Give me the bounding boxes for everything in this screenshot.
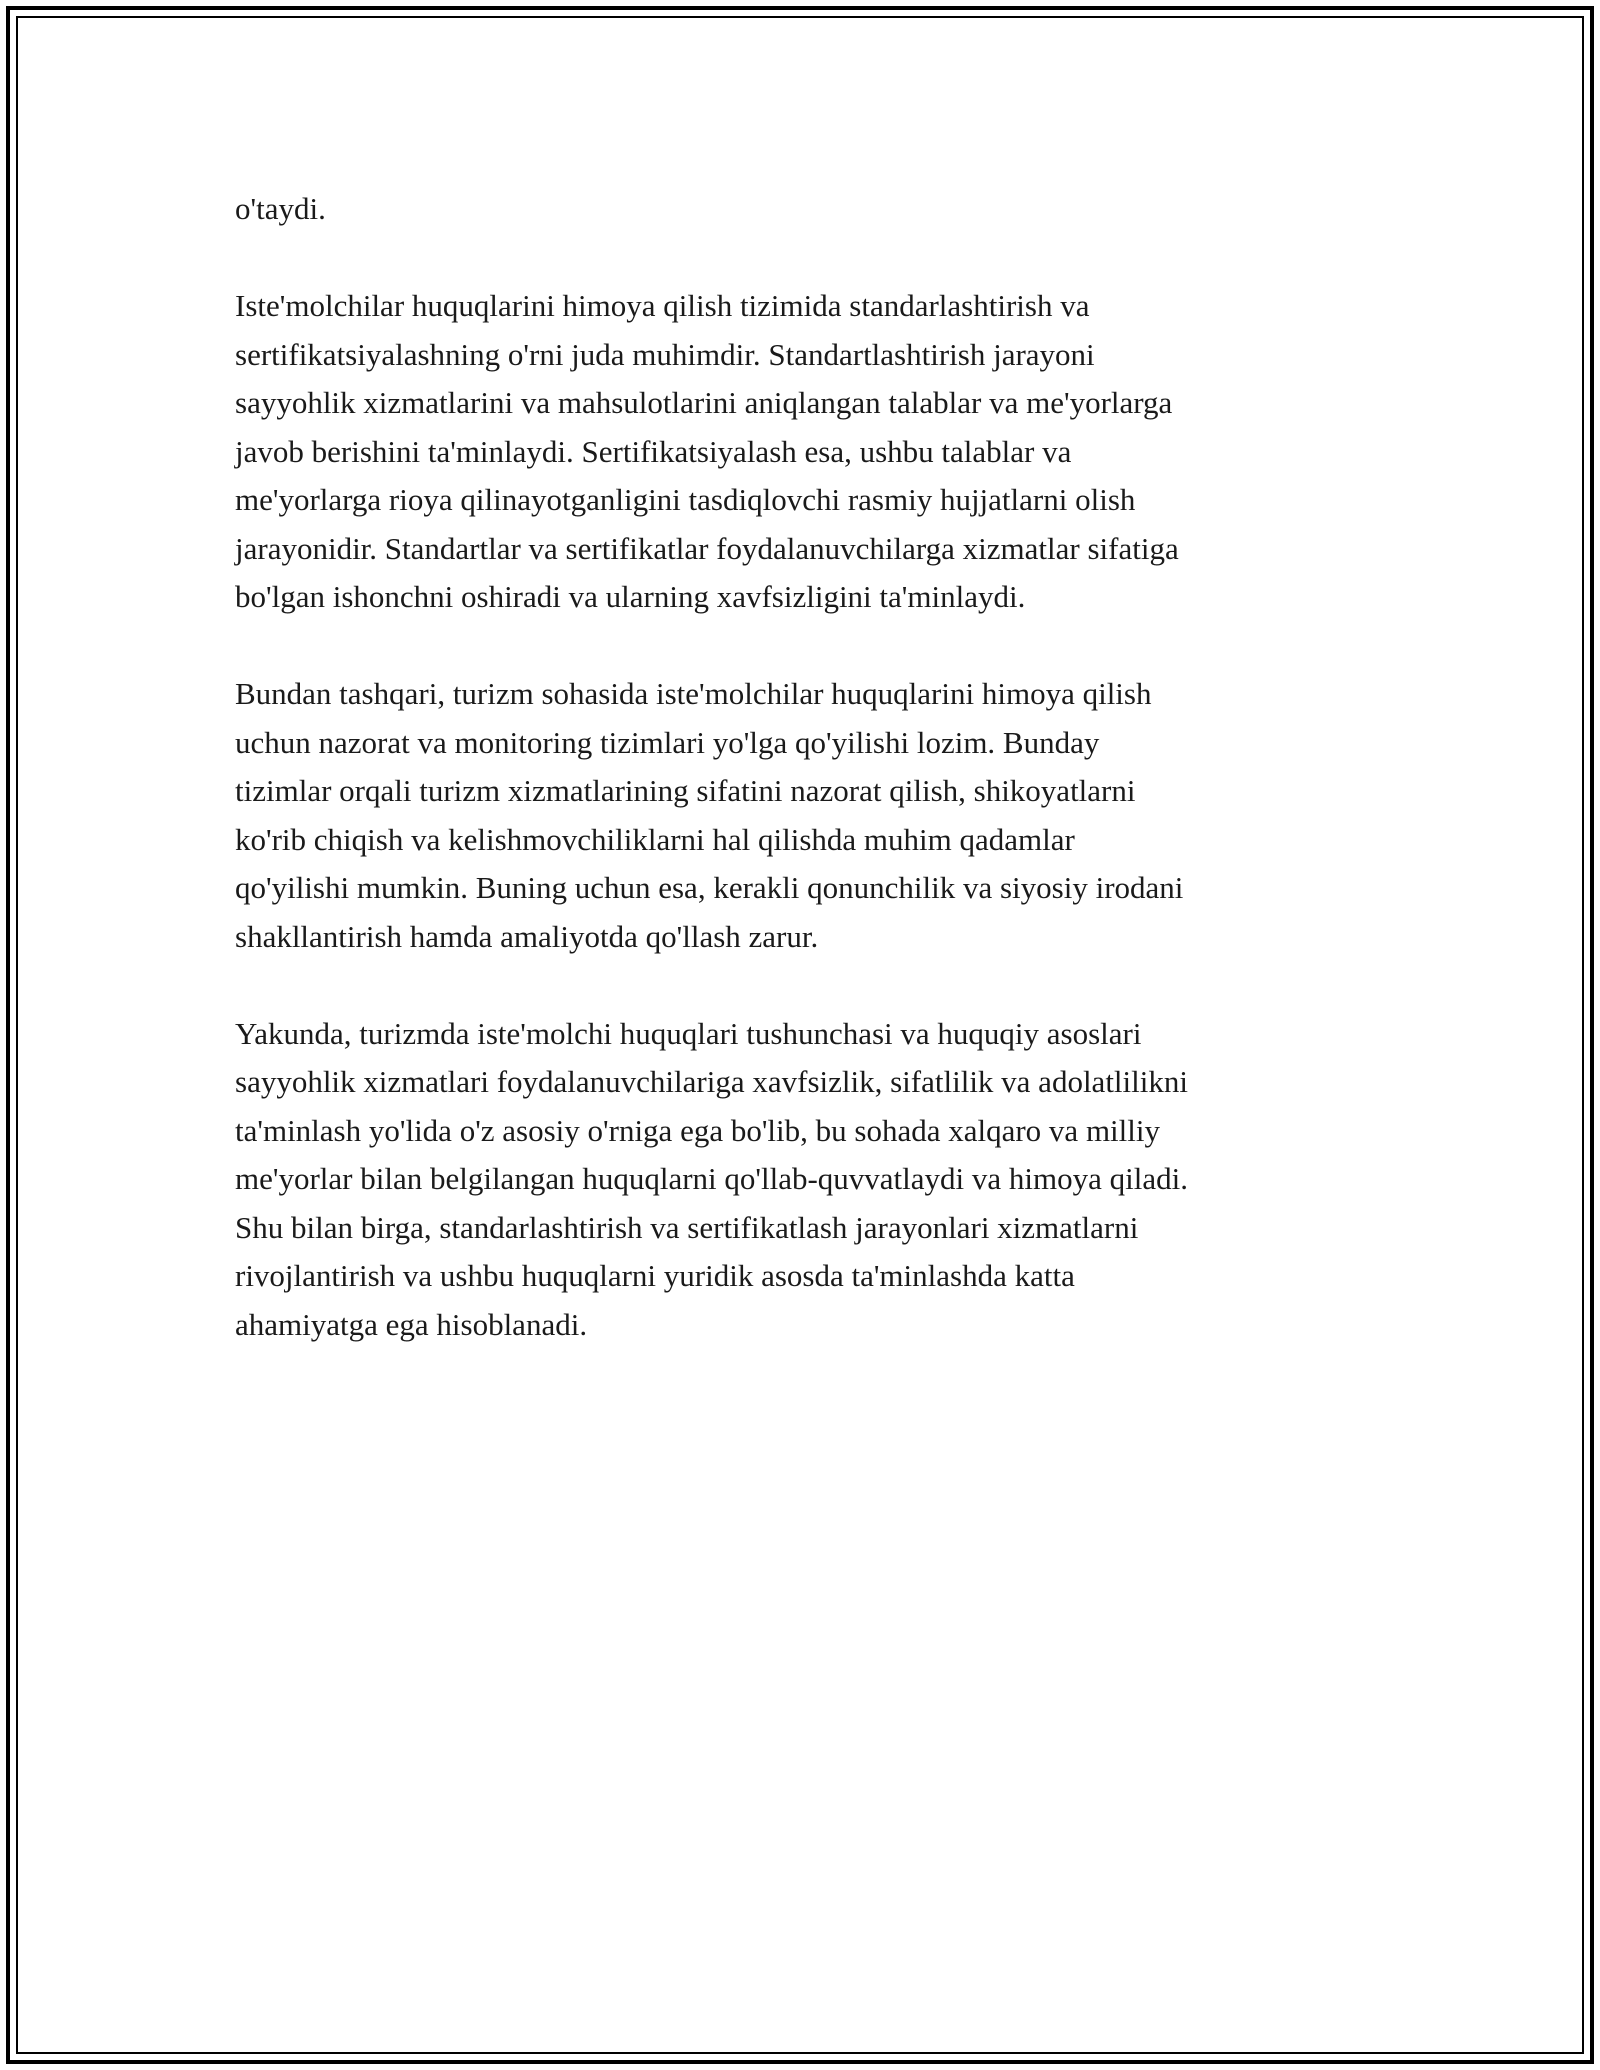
paragraph-continuation: o'taydi. — [235, 191, 326, 226]
paragraph-conclusion: Yakunda, turizmda iste'molchi huquqlari tushunchasi va huquqiy asoslari sayyohlik xizmatlari foydalanuvchilariga xavfsizlik, sifatlilik va adolatlilikni ta'minlash yo'lida o'z asosiy o'rniga ega bo'lib, bu sohada xalqaro va milliy me'yorlar bilan belgilangan huquqlarni qo'llab-quvvatlaydi va himoya qiladi. Shu bilan birga, standarlashtirish va sertifikatlash jarayonlari xizmatlarni rivojlantirish va ushbu huquqlarni yuridik asosda ta'minlashda katta ahamiyatga ega hisoblanadi. — [235, 1015, 1188, 1342]
paragraph-monitoring: Bundan tashqari, turizm sohasida iste'molchilar huquqlarini himoya qilish uchun nazorat va monitoring tizimlari yo'lga qo'yilishi lozim. Bunday tizimlar orqali turizm xizmatlarining sifatini nazorat qilish, shikoyatlarni ko'rib chiqish va kelishmovchiliklarni hal qilishda muhim qadamlar qo'yilishi mumkin. Buning uchun esa, kerakli qonunchilik va siyosiy irodani shakllantirish hamda amaliyotda qo'llash zarur. — [235, 676, 1184, 954]
document-body — [235, 185, 1375, 1398]
paragraph-standardization: Iste'molchilar huquqlarini himoya qilish tizimida standarlashtirish va sertifikatsiyalashning o'rni juda muhimdir. Standartlashtirish jarayoni sayyohlik xizmatlarini va mahsulotlarini aniqlangan talablar va me'yorlarga javob berishini ta'minlaydi. Sertifikatsiyalash esa, ushbu talablar va me'yorlarga rioya qilinayotganligini tasdiqlovchi rasmiy hujjatlarni olish jarayonidir. Standartlar va sertifikatlar foydalanuvchilarga xizmatlar sifatiga bo'lgan ishonchni oshiradi va ularning xavfsizligini ta'minlaydi. — [235, 288, 1179, 614]
